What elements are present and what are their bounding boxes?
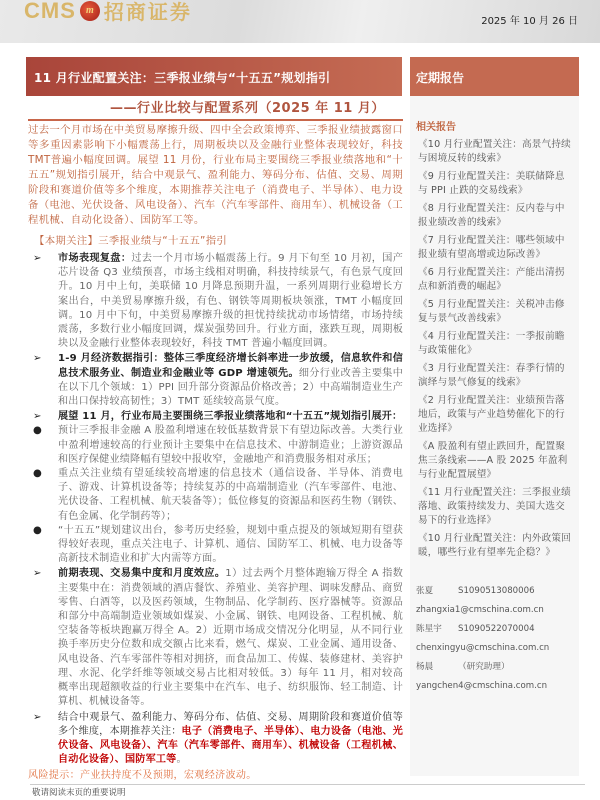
bullet-heading: 前期表现、交易集中度和月度效应。 xyxy=(58,568,226,580)
bullet-text: 预计三季报非金融 A 股盈利增速在较低基数背景下有望边际改善。大类行业中盈利增速较高的行业预计主要集中在信息技术、中游制造业；上游资源品和医疗保健业绩降幅有望较中报收窄，金融地产和消费服务相对承压； xyxy=(58,425,403,465)
bullet-item xyxy=(28,410,403,424)
related-report-link[interactable]: 《4 月行业配置关注：一季报前瞻与政策催化》 xyxy=(418,331,565,356)
arrow-bullet-icon: ➢ xyxy=(33,411,42,423)
arrow-bullet-icon: ➢ xyxy=(33,568,42,580)
related-reports-list xyxy=(416,138,572,564)
dot-bullet-icon: ● xyxy=(33,425,43,437)
bullet-item xyxy=(28,711,403,768)
related-report-link[interactable]: 《6 月行业配置关注：产能出清拐点和新消费的崛起》 xyxy=(418,267,565,292)
related-report-link[interactable]: 《2 月行业配置关注：业绩预告落地后，政策与产业趋势催化下的行业选择》 xyxy=(418,395,565,434)
author-row xyxy=(416,658,576,677)
author-name: 张夏 xyxy=(416,586,434,596)
bullet-text: 结合中观景气、盈利能力、筹码分布、估值、交易、周期阶段和赛道价值等多个维度，本期推荐关注： xyxy=(58,711,403,737)
abstract: 过去一个月市场在中美贸易摩擦升级、四中全会政策博弈、三季报业绩披露窗口等多重因素影响下小幅震荡上行，周期板块以及金融行业整体表现较好，科技TMT普遍小幅度回调。展望 11 月份，行业布局主要围绕三季报业绩落地和“十五五”规划指引展开，结合中观景气、盈利能力、筹码分布、估值、交易、周期阶段和赛道价值等多个维度，本期推荐关注电子（消费电子、半导体）、电力设备（电池、光伏设备、风电设备）、汽车（汽车零部件、商用车）、机械设备（工程机械、自动化设备）、国防军工等。 xyxy=(28,119,403,228)
related-report-link[interactable]: 《10 月行业配置关注：高景气持续与困境反转的线索》 xyxy=(418,139,571,164)
author-name: 陈星宇 xyxy=(416,624,442,634)
author-id: S1090522070004 xyxy=(458,624,535,634)
bullet-heading: 市场表现复盘： xyxy=(58,253,132,264)
bullet-heading: 1-9 月经济数据指引：整体三季度经济增长斜率进一步放缓，信息软件和信息技术服务业、制造业和金融业等 GDP 增速领先。 xyxy=(58,353,403,379)
logo-cn: 招商证券 xyxy=(103,0,192,24)
bullet-text: “十五五”规划建议出台，参考历史经验，规划中重点提及的领域短期有望获得较好表现，重点关注电子、计算机、通信、国防军工、机械、电力设备等高新技术制造业和扩大内需等方面。 xyxy=(58,524,403,565)
related-report-link[interactable]: 《7 月行业配置关注：哪些领域中报业绩有望高增或边际改善》 xyxy=(418,235,565,260)
bullet-item xyxy=(28,352,403,409)
author-id: S1090513080006 xyxy=(458,586,535,596)
bullet-item xyxy=(28,567,403,709)
bullet-text: 重点关注业绩有望延续较高增速的信息技术（通信设备、半导体、消费电子、游戏、计算机设备等；持续复苏的中高端制造业（汽车零部件、电池、光伏设备、工程机械、航天装备等）；低位修复的资源品和医药生物（钢铁、有色金属、化学制药等）； xyxy=(58,468,403,522)
report-title: 11 月行业配置关注：三季报业绩与“十五五”规划指引 xyxy=(26,57,402,96)
bullet-item xyxy=(28,424,403,467)
risk-warning: 风险提示：产业扶持度不及预期，宏观经济波动。 xyxy=(28,770,257,782)
bullet-heading: 展望 11 月，行业布局主要围绕三季报业绩落地和“十五五”规划指引展开： xyxy=(58,411,403,423)
bullet-text: 1）过去两个月整体跑输万得全 A 指数主要集中在：消费领域的酒店餐饮、养殖业、美容护理、调味发酵品、商贸零售、白酒等，以及医药领域，生物制品、化学制药、医疗器械等。资源品和部分中高端制造业领域如煤炭、小金属、钢铁、电网设备、工程机械、航空装备等板块跑赢万得全 A。2）近期市场成交情况分化明显，从不同行业换手率历史分位数和成交额占比来看，燃气、煤炭、工业金属、通用设备、风电设备、汽车零部件等相对拥挤，而食品加工、传媒、装修建材、美容护理、水泥、化学纤维等领域交易占比相对较低。3）每年 11 月，相对较高概率出现超额收益的行业主要集中在汽车、电子、纺织服饰、轻工制造、计算机、机械设备等。 xyxy=(58,568,403,708)
bullet-item xyxy=(28,524,403,567)
report-subtitle: ——行业比较与配置系列（2025 年 11 月） xyxy=(110,101,385,116)
bullet-item xyxy=(28,467,403,524)
author-email[interactable]: yangchen4@cmschina.com.cn xyxy=(416,681,548,691)
related-report-link[interactable]: 《5 月行业配置关注：关税冲击修复与景气改善线索》 xyxy=(418,299,565,324)
cms-logo xyxy=(24,0,192,25)
bullet-text: 细分行业改善主要集中在以下几个领域：1）PPI 回升部分资源品价格改善；2）中高端制造业生产和出口保持较高韧性；3）TMT 延续较高景气度。 xyxy=(58,367,404,408)
author-email[interactable]: chenxingyu@cmschina.com.cn xyxy=(416,643,550,653)
author-name: 杨晨 xyxy=(416,662,434,672)
footer-divider xyxy=(30,784,585,785)
bullet-item xyxy=(28,252,403,351)
focus-heading: 【本期关注】三季报业绩与“十五五”指引 xyxy=(34,235,228,247)
author-id: （研究助理） xyxy=(458,662,510,672)
arrow-bullet-icon: ➢ xyxy=(33,711,42,723)
arrow-bullet-icon: ➢ xyxy=(33,353,42,365)
related-report-link[interactable]: 《8 月行业配置关注：反内卷与中报业绩改善的线索》 xyxy=(418,203,565,228)
recommended-sectors: 电子（消费电子、半导体）、电力设备（电池、光伏设备、风电设备）、汽车（汽车零部件、商用车）、机械设备（工程机械、自动化设备）、国防军工等 xyxy=(58,725,403,766)
related-reports-heading: 相关报告 xyxy=(416,122,456,133)
related-report-link[interactable]: 《A 股盈利有望止跌回升，配置聚焦三条线索——A 股 2025 年盈利与行业配置展望》 xyxy=(418,441,568,480)
authors xyxy=(416,582,576,696)
footer-note: 敬请阅读末页的重要说明 xyxy=(32,788,126,798)
arrow-bullet-icon: ➢ xyxy=(33,253,42,264)
bullet-list xyxy=(28,252,403,767)
report-type: 定期报告 xyxy=(410,57,579,96)
logo-en: CMS xyxy=(24,0,76,23)
header-banner xyxy=(0,0,600,43)
related-report-link[interactable]: 《10 月行业配置关注：内外政策回暖，哪些行业有望率先企稳？》 xyxy=(418,533,571,558)
bullet-text: 过去一个月市场小幅震荡上行。9 月下旬至 10 月初，国产芯片设备 Q3 业绩预喜，市场主线相对明确，科技持续景气，有色景气度回升。10 月中上旬，美联储 10 月降息预期升温，一系列周期行业稳增长方案出台，中美贸易摩擦升级，有色、钢铁等周期板块领涨，TMT 小幅度回调。10 月中下旬，中美贸易摩擦升级的担忧持续扰动市场情绪，市场持续震荡，多数行业小幅度回调，煤炭强势回升。行业方面，涨跌互现，周期板块以及金融行业整体表现较好，科技 TMT 普遍小幅度回调。 xyxy=(58,253,403,350)
main-content xyxy=(28,119,403,783)
bullet-tail: 。 xyxy=(176,754,187,766)
author-email[interactable]: zhangxia1@cmschina.com.cn xyxy=(416,605,544,615)
sidebar-content xyxy=(416,121,576,696)
report-date: 2025 年 10 月 26 日 xyxy=(481,16,578,27)
logo-badge-icon: m xyxy=(80,1,100,21)
dot-bullet-icon: ● xyxy=(33,468,43,480)
author-row xyxy=(416,620,576,639)
author-row xyxy=(416,582,576,601)
related-report-link[interactable]: 《3 月行业配置关注：春季行情的演绎与景气修复的线索》 xyxy=(418,363,565,388)
related-report-link[interactable]: 《11 月行业配置关注：三季报业绩落地、政策持续发力、美国大选交易下的行业选择》 xyxy=(418,487,571,526)
related-report-link[interactable]: 《9 月行业配置关注：美联储降息与 PPI 止跌的交易线索》 xyxy=(418,171,565,196)
dot-bullet-icon: ● xyxy=(33,524,43,536)
